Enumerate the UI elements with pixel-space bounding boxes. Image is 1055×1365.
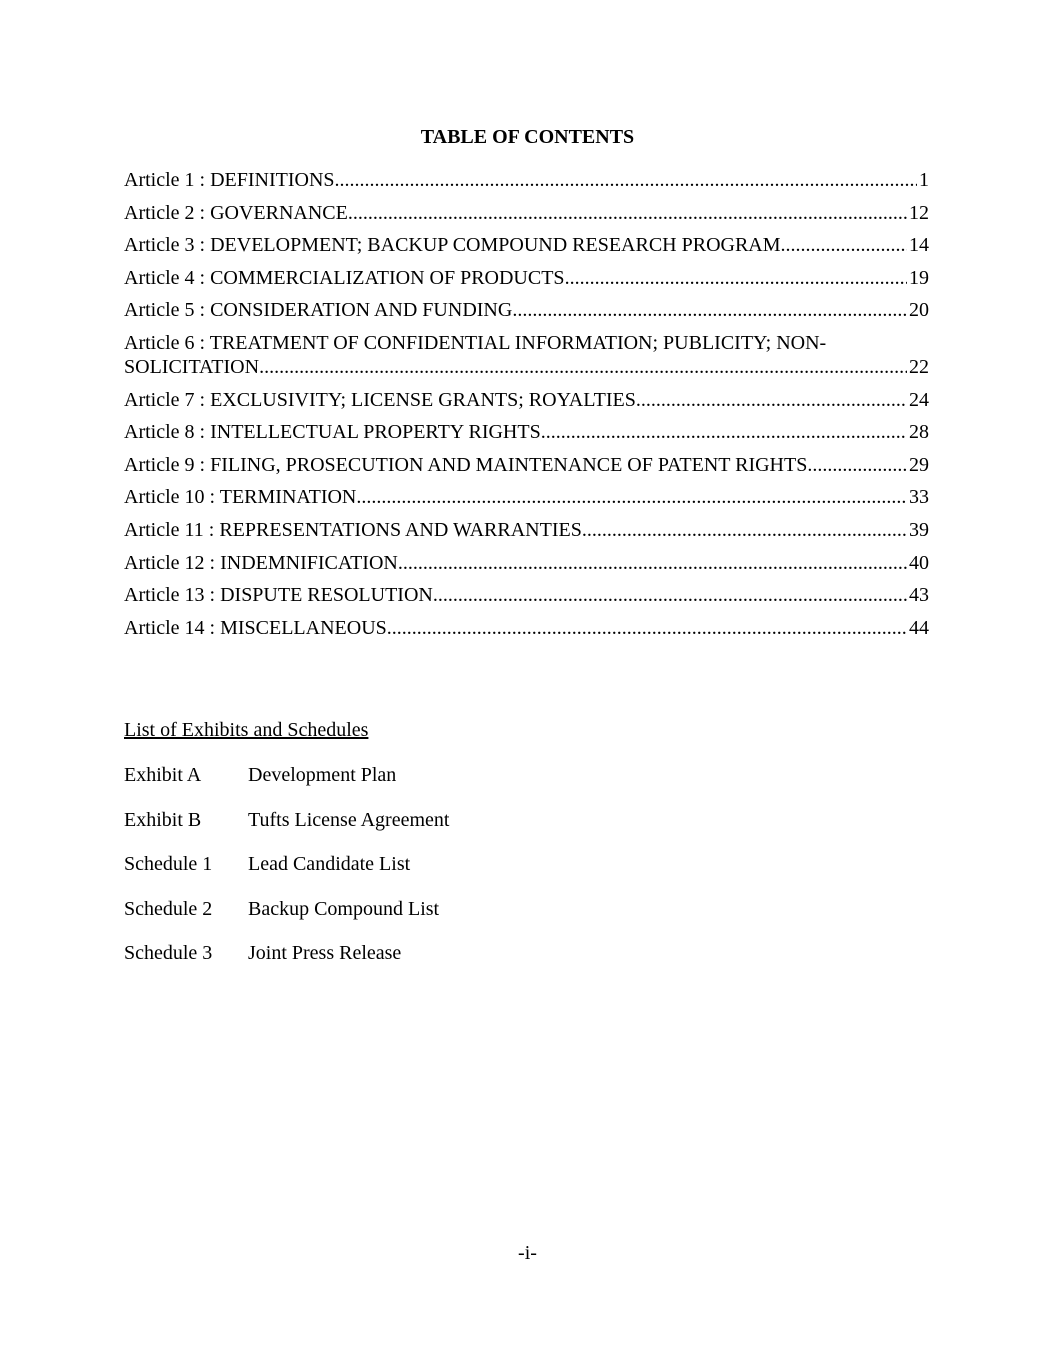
- toc-entry-title: Article 2 : GOVERNANCE: [124, 201, 348, 224]
- toc-entry-title: Article 13 : DISPUTE RESOLUTION: [124, 584, 433, 607]
- toc-entry-article-5[interactable]: [124, 298, 929, 322]
- exhibit-name: Development Plan: [248, 764, 397, 786]
- toc-entry-title: Article 9 : FILING, PROSECUTION AND MAINTENANCE OF PATENT RIGHTS: [124, 453, 808, 476]
- toc-entry-page: 1: [919, 169, 929, 191]
- exhibit-label: Exhibit B: [124, 808, 202, 831]
- toc-entry-page: 44: [909, 616, 929, 639]
- toc-leader-dots: [781, 233, 907, 257]
- toc-leader-dots: [541, 420, 907, 444]
- toc-entry-page: 19: [909, 266, 929, 289]
- toc-entry-title: Article 14 : MISCELLANEOUS: [124, 616, 387, 639]
- toc-leader-dots: [348, 201, 907, 225]
- toc-leader-dots: [565, 266, 907, 290]
- toc-entry-article-3[interactable]: [124, 233, 929, 257]
- toc-entry-title: Article 8 : INTELLECTUAL PROPERTY RIGHTS: [124, 421, 541, 444]
- toc-entry-article-7[interactable]: [124, 388, 929, 412]
- toc-leader-dots: [335, 168, 917, 192]
- toc-leader-dots: [636, 388, 907, 412]
- toc-entry-article-9[interactable]: [124, 453, 929, 477]
- toc-entry-page: 39: [909, 518, 929, 541]
- exhibit-item: [124, 807, 449, 833]
- toc-entry-title: Article 10 : TERMINATION: [124, 486, 357, 509]
- toc-entry-article-2[interactable]: [124, 201, 929, 225]
- toc-entry-article-14[interactable]: [124, 616, 929, 640]
- exhibit-label: Exhibit A: [124, 764, 202, 786]
- toc-leader-dots: [807, 453, 907, 477]
- toc-leader-dots: [582, 518, 907, 542]
- toc-entry-page: 33: [909, 486, 929, 509]
- toc-entry-title: Article 1 : DEFINITIONS: [124, 169, 335, 191]
- table-of-contents: [124, 168, 929, 648]
- toc-entry-page: 22: [909, 355, 929, 378]
- exhibit-name: Joint Press Release: [248, 942, 402, 964]
- exhibit-item: [124, 896, 449, 922]
- toc-entry-article-10[interactable]: [124, 485, 929, 509]
- toc-entry-page: 14: [909, 234, 929, 257]
- toc-entry-page: 24: [909, 388, 929, 411]
- toc-entry-page: 43: [909, 584, 929, 607]
- toc-entry-title: Article 4 : COMMERCIALIZATION OF PRODUCTS: [124, 266, 565, 289]
- toc-entry-title-line1: Article 6 : TREATMENT OF CONFIDENTIAL INFORMATION; PUBLICITY; NON-: [124, 331, 827, 354]
- toc-entry-title: Article 12 : INDEMNIFICATION: [124, 551, 398, 574]
- toc-entry-title: Article 11 : REPRESENTATIONS AND WARRANTIES: [124, 518, 582, 541]
- toc-entry-page: 40: [909, 551, 929, 574]
- page-title: TABLE OF CONTENTS: [420, 126, 635, 148]
- toc-entry-title-line2-wrapper: [124, 355, 929, 379]
- toc-entry-article-6[interactable]: [124, 331, 929, 379]
- exhibit-item: [124, 851, 449, 877]
- toc-entry-title: Article 3 : DEVELOPMENT; BACKUP COMPOUND RESEARCH PROGRAM: [124, 234, 781, 257]
- exhibit-label: Schedule 1: [124, 853, 213, 875]
- toc-leader-dots: [259, 355, 907, 379]
- toc-entry-article-8[interactable]: [124, 420, 929, 444]
- toc-entry-title: Article 7 : EXCLUSIVITY; LICENSE GRANTS; ROYALTIES: [124, 388, 636, 411]
- toc-entry-page: 20: [909, 299, 929, 322]
- toc-leader-dots: [512, 298, 907, 322]
- toc-entry-page: 29: [909, 453, 929, 476]
- toc-leader-dots: [356, 485, 907, 509]
- toc-entry-title: Article 5 : CONSIDERATION AND FUNDING: [124, 299, 513, 322]
- exhibit-item: [124, 940, 449, 966]
- exhibit-name: Lead Candidate List: [248, 853, 411, 875]
- exhibit-list: [124, 762, 449, 985]
- exhibit-label: Schedule 2: [124, 897, 213, 920]
- toc-leader-dots: [387, 616, 907, 640]
- exhibit-name: Tufts License Agreement: [248, 808, 450, 831]
- toc-entry-article-4[interactable]: [124, 266, 929, 290]
- toc-leader-dots: [398, 551, 907, 575]
- page-number: -i-: [518, 1242, 537, 1264]
- toc-entry-title-line2: SOLICITATION: [124, 355, 260, 378]
- toc-entry-article-12[interactable]: [124, 551, 929, 575]
- toc-entry-article-13[interactable]: [124, 583, 929, 607]
- exhibit-name: Backup Compound List: [248, 897, 440, 920]
- exhibit-item: [124, 762, 449, 788]
- exhibit-label: Schedule 3: [124, 942, 213, 964]
- toc-entry-article-11[interactable]: [124, 518, 929, 542]
- toc-leader-dots: [433, 583, 907, 607]
- toc-entry-page: 28: [909, 421, 929, 444]
- toc-entry-page: 12: [909, 201, 929, 224]
- exhibits-heading: List of Exhibits and Schedules: [124, 719, 369, 741]
- toc-entry-article-1[interactable]: [124, 168, 929, 192]
